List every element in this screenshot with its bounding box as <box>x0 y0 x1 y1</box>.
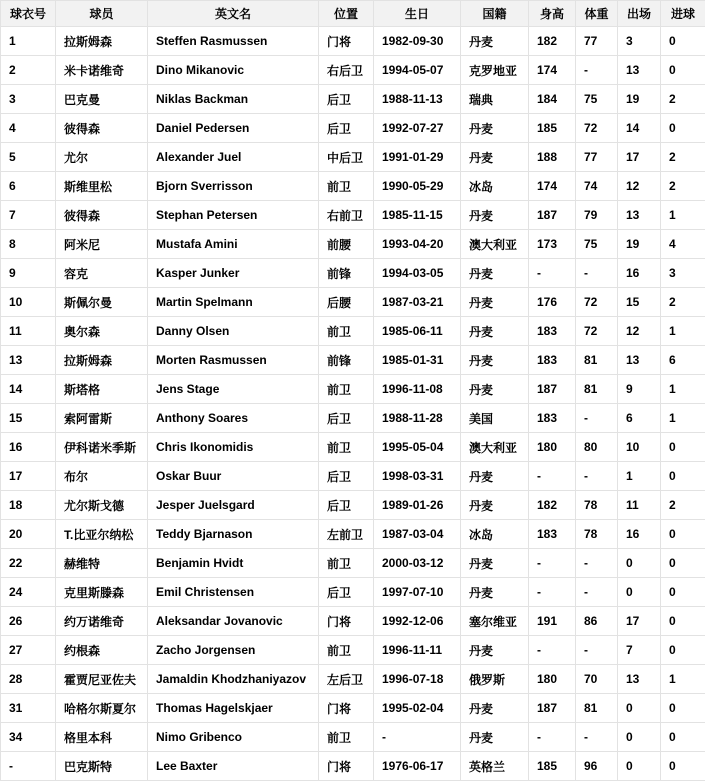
appearances-cell: 15 <box>618 288 661 317</box>
column-header-player-name-cn: 球员 <box>56 1 148 27</box>
position-cell: 门将 <box>319 27 374 56</box>
goals-cell: 4 <box>661 230 705 259</box>
height-cell: 188 <box>529 143 576 172</box>
height-cell: 183 <box>529 520 576 549</box>
jersey-number-cell: 26 <box>1 607 56 636</box>
jersey-number-cell: 13 <box>1 346 56 375</box>
position-cell: 左前卫 <box>319 520 374 549</box>
appearances-cell: 0 <box>618 694 661 723</box>
nationality-cell: 冰岛 <box>461 172 529 201</box>
player-name-cn-cell: 伊科诺米季斯 <box>56 433 148 462</box>
jersey-number-cell: 11 <box>1 317 56 346</box>
height-cell: 185 <box>529 752 576 781</box>
position-cell: 门将 <box>319 607 374 636</box>
weight-cell: 80 <box>576 433 618 462</box>
table-row <box>1 114 705 143</box>
appearances-cell: 12 <box>618 317 661 346</box>
nationality-cell: 丹麦 <box>461 259 529 288</box>
jersey-number-cell: 1 <box>1 27 56 56</box>
goals-cell: 0 <box>661 114 705 143</box>
goals-cell: 1 <box>661 375 705 404</box>
table-row <box>1 288 705 317</box>
birthday-cell: 1996-11-11 <box>374 636 461 665</box>
column-header-nationality: 国籍 <box>461 1 529 27</box>
jersey-number-cell: 3 <box>1 85 56 114</box>
weight-cell: - <box>576 723 618 752</box>
appearances-cell: 0 <box>618 549 661 578</box>
weight-cell: 79 <box>576 201 618 230</box>
table-header-row <box>1 1 705 27</box>
player-name-cn-cell: T.比亚尔纳松 <box>56 520 148 549</box>
player-name-en-cell: Steffen Rasmussen <box>148 27 319 56</box>
table-row <box>1 230 705 259</box>
birthday-cell: 1992-07-27 <box>374 114 461 143</box>
weight-cell: 78 <box>576 520 618 549</box>
weight-cell: - <box>576 578 618 607</box>
player-name-cn-cell: 哈格尔斯夏尔 <box>56 694 148 723</box>
birthday-cell: 1988-11-28 <box>374 404 461 433</box>
player-name-cn-cell: 索阿雷斯 <box>56 404 148 433</box>
position-cell: 后卫 <box>319 404 374 433</box>
position-cell: 右后卫 <box>319 56 374 85</box>
table-row <box>1 520 705 549</box>
height-cell: 182 <box>529 491 576 520</box>
player-name-en-cell: Bjorn Sverrisson <box>148 172 319 201</box>
nationality-cell: 澳大利亚 <box>461 230 529 259</box>
height-cell: - <box>529 259 576 288</box>
table-row <box>1 462 705 491</box>
height-cell: - <box>529 462 576 491</box>
player-name-cn-cell: 巴克斯特 <box>56 752 148 781</box>
appearances-cell: 13 <box>618 665 661 694</box>
weight-cell: - <box>576 56 618 85</box>
weight-cell: 75 <box>576 85 618 114</box>
player-name-cn-cell: 斯维里松 <box>56 172 148 201</box>
table-row <box>1 694 705 723</box>
nationality-cell: 丹麦 <box>461 201 529 230</box>
height-cell: 187 <box>529 375 576 404</box>
goals-cell: 0 <box>661 56 705 85</box>
appearances-cell: 17 <box>618 607 661 636</box>
birthday-cell: 1998-03-31 <box>374 462 461 491</box>
birthday-cell: 1987-03-21 <box>374 288 461 317</box>
jersey-number-cell: 16 <box>1 433 56 462</box>
weight-cell: 81 <box>576 346 618 375</box>
table-row <box>1 56 705 85</box>
jersey-number-cell: 15 <box>1 404 56 433</box>
height-cell: 174 <box>529 172 576 201</box>
nationality-cell: 丹麦 <box>461 462 529 491</box>
appearances-cell: 16 <box>618 520 661 549</box>
weight-cell: - <box>576 636 618 665</box>
goals-cell: 2 <box>661 143 705 172</box>
player-name-cn-cell: 约万诺维奇 <box>56 607 148 636</box>
position-cell: 后腰 <box>319 288 374 317</box>
goals-cell: 1 <box>661 317 705 346</box>
nationality-cell: 丹麦 <box>461 346 529 375</box>
jersey-number-cell: 10 <box>1 288 56 317</box>
appearances-cell: 13 <box>618 56 661 85</box>
player-name-cn-cell: 米卡诺维奇 <box>56 56 148 85</box>
nationality-cell: 俄罗斯 <box>461 665 529 694</box>
appearances-cell: 14 <box>618 114 661 143</box>
birthday-cell: - <box>374 723 461 752</box>
column-header-goals: 进球 <box>661 1 705 27</box>
birthday-cell: 1990-05-29 <box>374 172 461 201</box>
table-row <box>1 549 705 578</box>
table-row <box>1 172 705 201</box>
player-name-en-cell: Dino Mikanovic <box>148 56 319 85</box>
position-cell: 后卫 <box>319 462 374 491</box>
appearances-cell: 13 <box>618 201 661 230</box>
player-name-cn-cell: 拉斯姆森 <box>56 346 148 375</box>
goals-cell: 3 <box>661 259 705 288</box>
birthday-cell: 1982-09-30 <box>374 27 461 56</box>
table-row <box>1 201 705 230</box>
height-cell: 176 <box>529 288 576 317</box>
player-name-cn-cell: 彼得森 <box>56 114 148 143</box>
nationality-cell: 丹麦 <box>461 549 529 578</box>
nationality-cell: 丹麦 <box>461 27 529 56</box>
jersey-number-cell: - <box>1 752 56 781</box>
table-row <box>1 636 705 665</box>
position-cell: 前腰 <box>319 230 374 259</box>
weight-cell: 86 <box>576 607 618 636</box>
table-row <box>1 317 705 346</box>
birthday-cell: 1993-04-20 <box>374 230 461 259</box>
appearances-cell: 10 <box>618 433 661 462</box>
jersey-number-cell: 17 <box>1 462 56 491</box>
weight-cell: 72 <box>576 114 618 143</box>
goals-cell: 1 <box>661 404 705 433</box>
nationality-cell: 英格兰 <box>461 752 529 781</box>
height-cell: 180 <box>529 665 576 694</box>
height-cell: 183 <box>529 317 576 346</box>
goals-cell: 2 <box>661 491 705 520</box>
birthday-cell: 1988-11-13 <box>374 85 461 114</box>
height-cell: 187 <box>529 201 576 230</box>
position-cell: 前卫 <box>319 723 374 752</box>
appearances-cell: 0 <box>618 752 661 781</box>
jersey-number-cell: 6 <box>1 172 56 201</box>
appearances-cell: 11 <box>618 491 661 520</box>
position-cell: 前卫 <box>319 433 374 462</box>
height-cell: 183 <box>529 346 576 375</box>
appearances-cell: 6 <box>618 404 661 433</box>
height-cell: 184 <box>529 85 576 114</box>
height-cell: 182 <box>529 27 576 56</box>
goals-cell: 0 <box>661 578 705 607</box>
position-cell: 前卫 <box>319 549 374 578</box>
height-cell: - <box>529 723 576 752</box>
column-header-position: 位置 <box>319 1 374 27</box>
weight-cell: - <box>576 404 618 433</box>
table-row <box>1 259 705 288</box>
nationality-cell: 丹麦 <box>461 114 529 143</box>
nationality-cell: 丹麦 <box>461 143 529 172</box>
appearances-cell: 16 <box>618 259 661 288</box>
position-cell: 门将 <box>319 752 374 781</box>
appearances-cell: 9 <box>618 375 661 404</box>
table-row <box>1 433 705 462</box>
position-cell: 前卫 <box>319 172 374 201</box>
appearances-cell: 7 <box>618 636 661 665</box>
column-header-height: 身高 <box>529 1 576 27</box>
player-name-en-cell: Aleksandar Jovanovic <box>148 607 319 636</box>
player-name-en-cell: Danny Olsen <box>148 317 319 346</box>
weight-cell: 72 <box>576 288 618 317</box>
birthday-cell: 1989-01-26 <box>374 491 461 520</box>
weight-cell: 77 <box>576 143 618 172</box>
player-name-en-cell: Benjamin Hvidt <box>148 549 319 578</box>
jersey-number-cell: 2 <box>1 56 56 85</box>
jersey-number-cell: 27 <box>1 636 56 665</box>
goals-cell: 1 <box>661 665 705 694</box>
jersey-number-cell: 9 <box>1 259 56 288</box>
nationality-cell: 丹麦 <box>461 491 529 520</box>
player-name-cn-cell: 尤尔 <box>56 143 148 172</box>
birthday-cell: 1995-05-04 <box>374 433 461 462</box>
goals-cell: 0 <box>661 607 705 636</box>
jersey-number-cell: 7 <box>1 201 56 230</box>
birthday-cell: 1985-01-31 <box>374 346 461 375</box>
nationality-cell: 澳大利亚 <box>461 433 529 462</box>
position-cell: 右前卫 <box>319 201 374 230</box>
height-cell: 187 <box>529 694 576 723</box>
table-row <box>1 404 705 433</box>
player-name-cn-cell: 约根森 <box>56 636 148 665</box>
appearances-cell: 12 <box>618 172 661 201</box>
player-name-en-cell: Stephan Petersen <box>148 201 319 230</box>
player-name-cn-cell: 赫维特 <box>56 549 148 578</box>
table-row <box>1 143 705 172</box>
position-cell: 后卫 <box>319 85 374 114</box>
appearances-cell: 17 <box>618 143 661 172</box>
table-row <box>1 491 705 520</box>
player-name-cn-cell: 布尔 <box>56 462 148 491</box>
player-name-cn-cell: 彼得森 <box>56 201 148 230</box>
weight-cell: 77 <box>576 27 618 56</box>
column-header-appearances: 出场 <box>618 1 661 27</box>
column-header-player-name-en: 英文名 <box>148 1 319 27</box>
goals-cell: 0 <box>661 27 705 56</box>
table-row <box>1 607 705 636</box>
table-row <box>1 27 705 56</box>
goals-cell: 2 <box>661 172 705 201</box>
player-name-en-cell: Oskar Buur <box>148 462 319 491</box>
player-name-en-cell: Thomas Hagelskjaer <box>148 694 319 723</box>
height-cell: - <box>529 549 576 578</box>
weight-cell: 81 <box>576 375 618 404</box>
player-name-en-cell: Anthony Soares <box>148 404 319 433</box>
table-row <box>1 752 705 781</box>
jersey-number-cell: 5 <box>1 143 56 172</box>
goals-cell: 0 <box>661 752 705 781</box>
player-name-cn-cell: 斯佩尔曼 <box>56 288 148 317</box>
jersey-number-cell: 34 <box>1 723 56 752</box>
position-cell: 前锋 <box>319 259 374 288</box>
jersey-number-cell: 22 <box>1 549 56 578</box>
nationality-cell: 克罗地亚 <box>461 56 529 85</box>
player-name-en-cell: Chris Ikonomidis <box>148 433 319 462</box>
table-row <box>1 578 705 607</box>
position-cell: 前卫 <box>319 636 374 665</box>
player-name-cn-cell: 奥尔森 <box>56 317 148 346</box>
goals-cell: 0 <box>661 723 705 752</box>
birthday-cell: 1994-03-05 <box>374 259 461 288</box>
goals-cell: 0 <box>661 694 705 723</box>
birthday-cell: 1991-01-29 <box>374 143 461 172</box>
weight-cell: 74 <box>576 172 618 201</box>
weight-cell: - <box>576 549 618 578</box>
nationality-cell: 丹麦 <box>461 375 529 404</box>
height-cell: - <box>529 636 576 665</box>
weight-cell: 70 <box>576 665 618 694</box>
player-name-cn-cell: 尤尔斯戈德 <box>56 491 148 520</box>
birthday-cell: 1995-02-04 <box>374 694 461 723</box>
player-name-cn-cell: 霍贾尼亚佐夫 <box>56 665 148 694</box>
player-name-en-cell: Daniel Pedersen <box>148 114 319 143</box>
player-name-en-cell: Kasper Junker <box>148 259 319 288</box>
birthday-cell: 1987-03-04 <box>374 520 461 549</box>
player-name-cn-cell: 克里斯滕森 <box>56 578 148 607</box>
table-body <box>1 27 705 781</box>
position-cell: 左后卫 <box>319 665 374 694</box>
nationality-cell: 美国 <box>461 404 529 433</box>
nationality-cell: 瑞典 <box>461 85 529 114</box>
position-cell: 前卫 <box>319 375 374 404</box>
birthday-cell: 1996-07-18 <box>374 665 461 694</box>
position-cell: 前锋 <box>319 346 374 375</box>
column-header-jersey-number: 球衣号 <box>1 1 56 27</box>
appearances-cell: 19 <box>618 230 661 259</box>
birthday-cell: 1997-07-10 <box>374 578 461 607</box>
birthday-cell: 1996-11-08 <box>374 375 461 404</box>
position-cell: 前卫 <box>319 317 374 346</box>
player-name-en-cell: Jamaldin Khodzhaniyazov <box>148 665 319 694</box>
table-row <box>1 723 705 752</box>
table-row <box>1 665 705 694</box>
goals-cell: 0 <box>661 520 705 549</box>
height-cell: 173 <box>529 230 576 259</box>
player-name-en-cell: Jesper Juelsgard <box>148 491 319 520</box>
appearances-cell: 13 <box>618 346 661 375</box>
appearances-cell: 19 <box>618 85 661 114</box>
player-name-cn-cell: 格里本科 <box>56 723 148 752</box>
jersey-number-cell: 4 <box>1 114 56 143</box>
position-cell: 后卫 <box>319 491 374 520</box>
birthday-cell: 1985-06-11 <box>374 317 461 346</box>
appearances-cell: 3 <box>618 27 661 56</box>
goals-cell: 0 <box>661 636 705 665</box>
player-name-cn-cell: 拉斯姆森 <box>56 27 148 56</box>
nationality-cell: 丹麦 <box>461 288 529 317</box>
player-name-en-cell: Niklas Backman <box>148 85 319 114</box>
birthday-cell: 2000-03-12 <box>374 549 461 578</box>
appearances-cell: 1 <box>618 462 661 491</box>
goals-cell: 0 <box>661 462 705 491</box>
goals-cell: 6 <box>661 346 705 375</box>
goals-cell: 0 <box>661 549 705 578</box>
nationality-cell: 丹麦 <box>461 636 529 665</box>
goals-cell: 2 <box>661 288 705 317</box>
player-name-en-cell: Martin Spelmann <box>148 288 319 317</box>
goals-cell: 0 <box>661 433 705 462</box>
height-cell: 174 <box>529 56 576 85</box>
player-name-cn-cell: 斯塔格 <box>56 375 148 404</box>
jersey-number-cell: 20 <box>1 520 56 549</box>
birthday-cell: 1985-11-15 <box>374 201 461 230</box>
column-header-birthday: 生日 <box>374 1 461 27</box>
birthday-cell: 1976-06-17 <box>374 752 461 781</box>
weight-cell: - <box>576 259 618 288</box>
height-cell: - <box>529 578 576 607</box>
height-cell: 191 <box>529 607 576 636</box>
position-cell: 门将 <box>319 694 374 723</box>
jersey-number-cell: 31 <box>1 694 56 723</box>
height-cell: 180 <box>529 433 576 462</box>
position-cell: 后卫 <box>319 578 374 607</box>
position-cell: 中后卫 <box>319 143 374 172</box>
weight-cell: 72 <box>576 317 618 346</box>
jersey-number-cell: 24 <box>1 578 56 607</box>
player-name-cn-cell: 容克 <box>56 259 148 288</box>
birthday-cell: 1992-12-06 <box>374 607 461 636</box>
weight-cell: 75 <box>576 230 618 259</box>
nationality-cell: 冰岛 <box>461 520 529 549</box>
nationality-cell: 塞尔维亚 <box>461 607 529 636</box>
weight-cell: 78 <box>576 491 618 520</box>
table-row <box>1 375 705 404</box>
table-row <box>1 85 705 114</box>
player-name-en-cell: Morten Rasmussen <box>148 346 319 375</box>
player-name-en-cell: Zacho Jorgensen <box>148 636 319 665</box>
weight-cell: 96 <box>576 752 618 781</box>
player-name-en-cell: Mustafa Amini <box>148 230 319 259</box>
goals-cell: 1 <box>661 201 705 230</box>
player-name-en-cell: Emil Christensen <box>148 578 319 607</box>
position-cell: 后卫 <box>319 114 374 143</box>
weight-cell: - <box>576 462 618 491</box>
height-cell: 183 <box>529 404 576 433</box>
player-name-cn-cell: 阿米尼 <box>56 230 148 259</box>
nationality-cell: 丹麦 <box>461 694 529 723</box>
jersey-number-cell: 18 <box>1 491 56 520</box>
appearances-cell: 0 <box>618 723 661 752</box>
nationality-cell: 丹麦 <box>461 578 529 607</box>
goals-cell: 2 <box>661 85 705 114</box>
nationality-cell: 丹麦 <box>461 723 529 752</box>
weight-cell: 81 <box>576 694 618 723</box>
birthday-cell: 1994-05-07 <box>374 56 461 85</box>
column-header-weight: 体重 <box>576 1 618 27</box>
player-name-en-cell: Teddy Bjarnason <box>148 520 319 549</box>
player-name-en-cell: Jens Stage <box>148 375 319 404</box>
table-row <box>1 346 705 375</box>
jersey-number-cell: 28 <box>1 665 56 694</box>
appearances-cell: 0 <box>618 578 661 607</box>
player-name-cn-cell: 巴克曼 <box>56 85 148 114</box>
nationality-cell: 丹麦 <box>461 317 529 346</box>
player-name-en-cell: Lee Baxter <box>148 752 319 781</box>
height-cell: 185 <box>529 114 576 143</box>
player-name-en-cell: Nimo Gribenco <box>148 723 319 752</box>
jersey-number-cell: 8 <box>1 230 56 259</box>
jersey-number-cell: 14 <box>1 375 56 404</box>
player-name-en-cell: Alexander Juel <box>148 143 319 172</box>
